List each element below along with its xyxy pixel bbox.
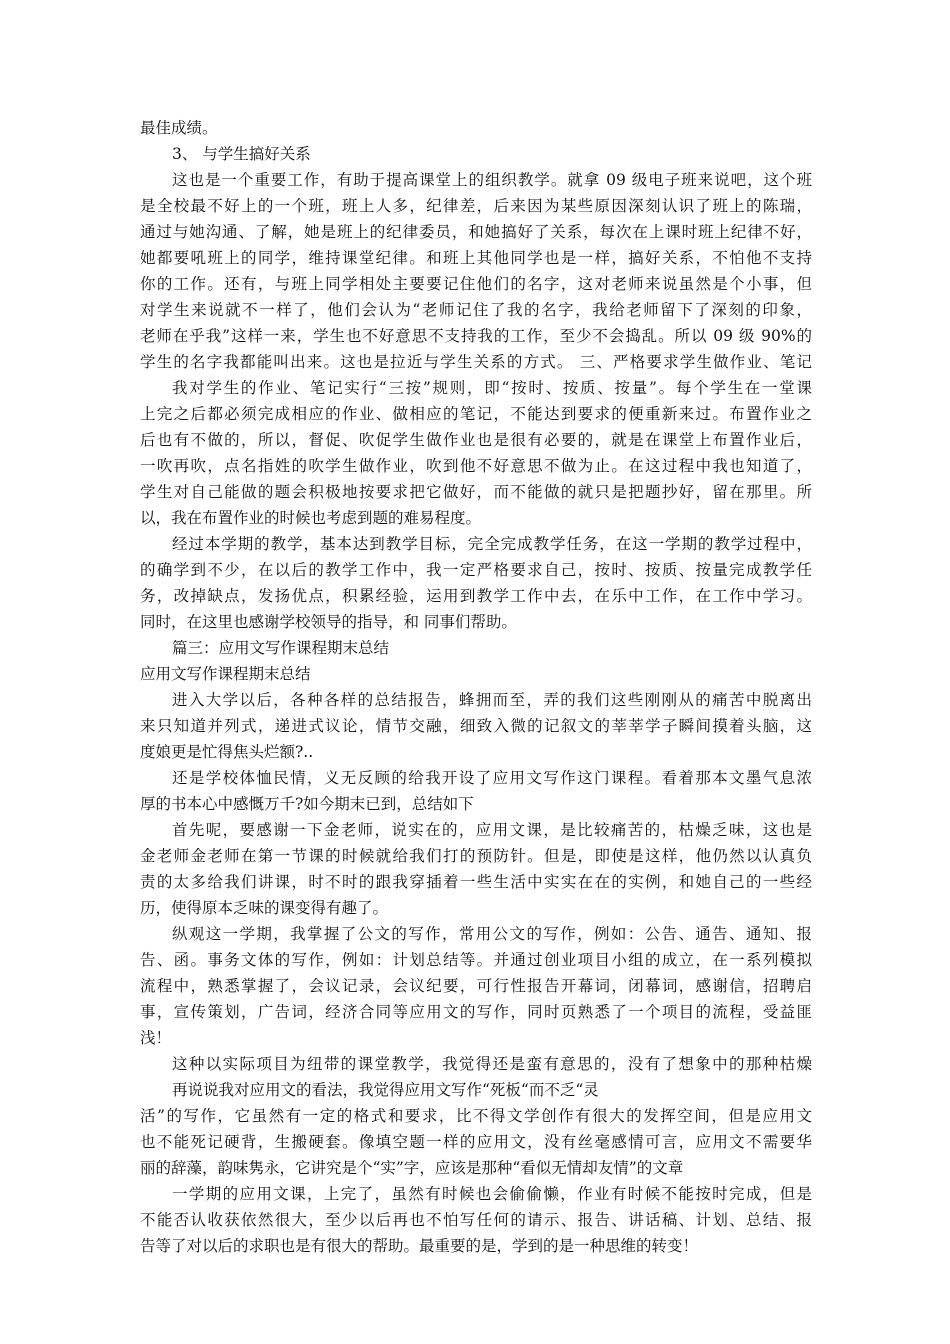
text-line: 事，宣传策划，广告词，经济合同等应用文的写作，同时页熟悉了一个项目的流程，受益匪 bbox=[140, 1003, 812, 1021]
section-heading: 3、 与学生搞好关系 bbox=[172, 145, 311, 163]
text-line: 对学生来说就不一样了，他们会认为“老师记住了我的名字，我给老师留下了深刻的印象， bbox=[140, 301, 812, 319]
text-line: 经过本学期的教学，基本达到教学目标，完全完成教学任务，在这一学期的教学过程中， bbox=[172, 535, 812, 553]
text-line: 浅！ bbox=[140, 1029, 172, 1047]
article-title: 应用文写作课程期末总结 bbox=[140, 665, 311, 683]
text-line: 丽的辞藻，韵味隽永，它讲究是个“实”字，应该是那种“看似无情却友情”的文章 bbox=[140, 1159, 684, 1177]
text-line: 务，改掉缺点，发扬优点，积累经验，运用到教学工作中去，在乐中工作，在工作中学习。 bbox=[140, 587, 812, 605]
text-line: 这种以实际项目为纽带的课堂教学，我觉得还是蛮有意思的，没有了想象中的那种枯燥 bbox=[172, 1055, 812, 1073]
text-line: 通过与她沟通、了解，她是班上的纪律委员，和她搞好了关系，每次在上课时班上纪律不好， bbox=[140, 223, 812, 241]
text-line: 最佳成绩。 bbox=[140, 119, 218, 137]
text-line: 学生对自己能做的题会积极地按要求把它做好，而不能做的就只是把题抄好，留在那里。所 bbox=[140, 483, 812, 501]
text-line: 老师在乎我”这样一来，学生也不好意思不支持我的工作，至少不会捣乱。所以 09 级 90%的 bbox=[140, 327, 812, 345]
text-line: 同时，在这里也感谢学校领导的指导，和 同事们帮助。 bbox=[140, 613, 517, 631]
text-line: 纵观这一学期，我掌握了公文的写作，常用公文的写作，例如：公告、通告、通知、报 bbox=[172, 925, 812, 943]
text-line: 一学期的应用文课，上完了，虽然有时候也会偷偷懒，作业有时候不能按时完成，但是 bbox=[172, 1185, 812, 1203]
text-line: 以，我在布置作业的时候也考虑到题的难易程度。 bbox=[140, 509, 482, 527]
text-line: 活”的写作，它虽然有一定的格式和要求，比不得文学创作有很大的发挥空间，但是应用文 bbox=[140, 1107, 812, 1125]
text-line: 厚的书本心中感慨万千?如今期末已到，总结如下 bbox=[140, 795, 474, 813]
text-line: 来只知道并列式，递进式议论，情节交融，细致入微的记叙文的莘莘学子瞬间摸着头脑，这 bbox=[140, 717, 812, 735]
text-line: 你的工作。还有，与班上同学相处主要要记住他们的名字，这对老师来说虽然是个小事，但 bbox=[140, 275, 812, 293]
text-line: 告等了对以后的求职也是有很大的帮助。最重要的是，学到的是一种思维的转变！ bbox=[140, 1237, 699, 1255]
text-line: 度娘更是忙得焦头烂额?.. bbox=[140, 743, 314, 761]
text-line: 金老师金老师在第一节课的时候就给我们打的预防针。但是，即使是这样，他仍然以认真负 bbox=[140, 847, 812, 865]
text-line: 我对学生的作业、笔记实行“三按”规则，即“按时、按质、按量”。每个学生在一堂课 bbox=[172, 379, 812, 397]
text-line: 后也有不做的，所以，督促、吹促学生做作业也是很有必要的，就是在课堂上布置作业后， bbox=[140, 431, 812, 449]
section-title: 篇三：应用文写作课程期末总结 bbox=[172, 639, 390, 657]
text-line: 不能否认收获依然很大，至少以后再也不怕写任何的请示、报告、讲话稿、计划、总结、报 bbox=[140, 1211, 812, 1229]
text-line: 流程中，熟悉掌握了，会议记录，会议纪要，可行性报告开幕词，闭幕词，感谢信，招聘启 bbox=[140, 977, 812, 995]
text-line: 首先呢，要感谢一下金老师，说实在的，应用文课，是比较痛苦的，枯燥乏味，这也是 bbox=[172, 821, 812, 839]
text-line: 这也是一个重要工作，有助于提高课堂上的组织教学。就拿 09 级电子班来说吧，这个班 bbox=[172, 171, 812, 189]
text-line: 进入大学以后，各种各样的总结报告，蜂拥而至，弄的我们这些刚刚从的痛苦中脱离出 bbox=[172, 691, 812, 709]
text-line: 上完之后都必须完成相应的作业、做相应的笔记，不能达到要求的便重新来过。布置作业之 bbox=[140, 405, 812, 423]
text-line: 一吹再吹，点名指姓的吹学生做作业，吹到他不好意思不做为止。在这过程中我也知道了， bbox=[140, 457, 812, 475]
text-line: 再说说我对应用文的看法，我觉得应用文写作“死板“而不乏“灵 bbox=[172, 1081, 599, 1099]
text-line: 的确学到不少，在以后的教学工作中，我一定严格要求自己，按时、按质、按量完成教学任 bbox=[140, 561, 812, 579]
text-line: 还是学校体恤民情，义无反顾的给我开设了应用文写作这门课程。看着那本文墨气息浓 bbox=[172, 769, 812, 787]
text-line: 责的太多给我们讲课，时不时的跟我穿插着一些生活中实实在在的实例，和她自己的一些经 bbox=[140, 873, 812, 891]
text-line: 历，使得原本乏味的课变得有趣了。 bbox=[140, 899, 389, 917]
text-line: 学生的名字我都能叫出来。这也是拉近与学生关系的方式。 三、严格要求学生做作业、笔记 bbox=[140, 353, 812, 371]
text-line: 告、函。事务文体的写作，例如：计划总结等。并通过创业项目小组的成立，在一系列模拟 bbox=[140, 951, 812, 969]
text-line: 也不能死记硬背，生搬硬套。像填空题一样的应用文，没有丝毫感情可言，应用文不需要华 bbox=[140, 1133, 812, 1151]
text-line: 她都要吼班上的同学，维持课堂纪律。和班上其他同学也是一样，搞好关系，不怕他不支持 bbox=[140, 249, 812, 267]
text-line: 是全校最不好上的一个班，班上人多，纪律差，后来因为某些原因深刻认识了班上的陈瑞， bbox=[140, 197, 812, 215]
